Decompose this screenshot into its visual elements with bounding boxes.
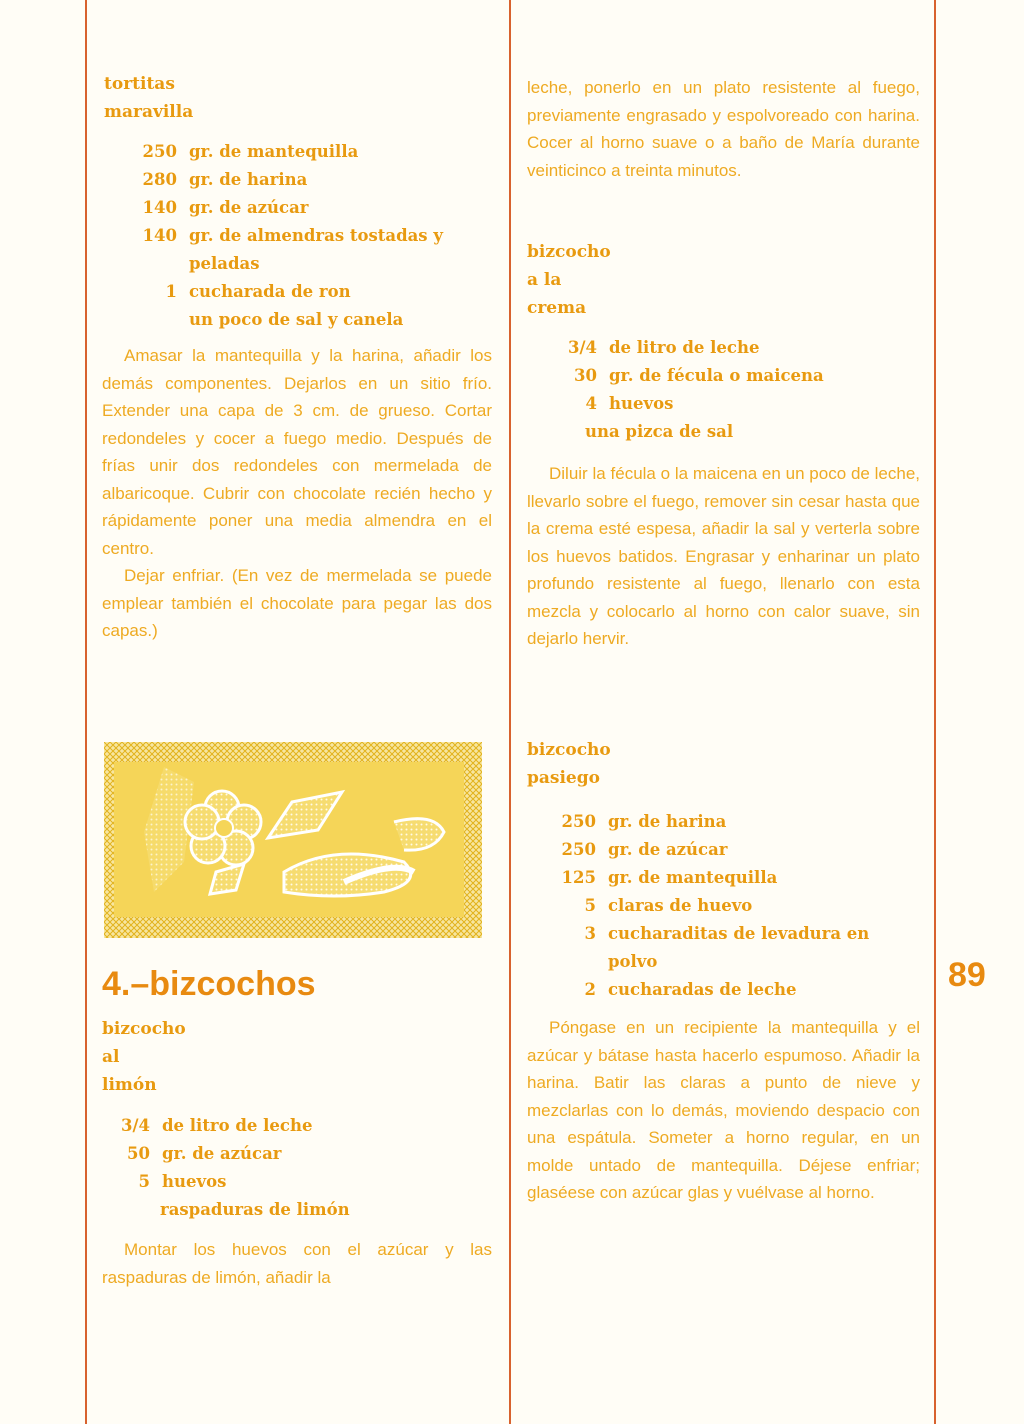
- ingredient-item: una pizca de sal: [585, 422, 734, 441]
- ingredients-tortitas: [135, 138, 495, 334]
- page-number: 89: [948, 956, 986, 994]
- left-rule: [85, 0, 87, 1424]
- instructions-limon-continued: [527, 74, 920, 184]
- ingredients-crema: [545, 334, 920, 446]
- paragraph: Póngase en un recipiente la mantequilla y el azúcar y bátase hasta hacerlo espumoso. Añadir la harina. Batir las claras a punto de nieve y mezclarlas con lo demás, moviendo despacio con una espátula. Someter a horno regular, en un molde untado de mantequilla. Déjese enfriar; glaséese con azúcar glas y vuélvase al horno.: [527, 1018, 920, 1202]
- paragraph: Dejar enfriar. (En vez de mermelada se puede emplear también el chocolate para pegar las dos capas.): [102, 566, 492, 640]
- ingredient-item: 2 cucharadas de leche: [584, 980, 797, 999]
- ingredients-pasiego: [550, 808, 920, 1004]
- ingredient-item: 3/4 de litro de leche: [568, 338, 760, 357]
- instructions-tortitas: [102, 342, 492, 645]
- ingredient-item: 5 huevos: [138, 1172, 227, 1191]
- paragraph: leche, ponerlo en un plato resistente al fuego, previamente engrasado y espolvoreado con harina. Cocer al horno suave o a baño de María durante veinticinco a treinta minutos.: [527, 78, 920, 180]
- right-rule: [934, 0, 936, 1424]
- instructions-crema: [527, 460, 920, 653]
- recipe-title-crema: bizcocho a la crema: [527, 242, 611, 318]
- ingredient-item: 3 cucharaditas de levadura en polvo: [584, 924, 870, 971]
- cookie-illustration: [104, 742, 482, 938]
- ingredient-item: 4 huevos: [585, 394, 674, 413]
- ingredient-item: 250 gr. de harina: [561, 812, 727, 831]
- ingredient-item: un poco de sal y canela: [189, 310, 404, 329]
- ingredient-item: 280 gr. de harina: [142, 170, 308, 189]
- ingredient-item: 140 gr. de azúcar: [142, 198, 309, 217]
- ingredient-item: 5 claras de huevo: [584, 896, 753, 915]
- ingredient-item: 1 cucharada de ron: [165, 282, 351, 301]
- ingredient-item: 50 gr. de azúcar: [127, 1144, 282, 1163]
- ingredient-item: 140 gr. de almendras tostadas y peladas: [142, 226, 443, 273]
- center-rule: [509, 0, 511, 1424]
- recipe-title-tortitas: tortitas maravilla: [104, 74, 194, 122]
- ingredient-item: 250 gr. de azúcar: [561, 840, 728, 859]
- ingredients-limon: [120, 1112, 490, 1224]
- ingredient-item: 125 gr. de mantequilla: [561, 868, 778, 887]
- section-title: 4.–bizcochos: [102, 965, 316, 1003]
- instructions-limon: [102, 1236, 492, 1291]
- recipe-title-limon: bizcocho al limón: [102, 1019, 186, 1095]
- paragraph: Montar los huevos con el azúcar y las raspaduras de limón, añadir la: [102, 1240, 492, 1287]
- ingredient-item: raspaduras de limón: [160, 1200, 350, 1219]
- paragraph: Amasar la mantequilla y la harina, añadir los demás componentes. Dejarlos en un sitio frío. Extender una capa de 3 cm. de grueso. Cortar redondeles y cocer a fuego medio. Después de frías unir dos redondeles con mermelada de albaricoque. Cubrir con chocolate recién hecho y rápidamente poner una media almendra en el centro.: [102, 346, 492, 558]
- instructions-pasiego: [527, 1014, 920, 1207]
- recipe-title-pasiego: bizcocho pasiego: [527, 740, 611, 788]
- ingredient-item: 30 gr. de fécula o maicena: [574, 366, 824, 385]
- paragraph: Diluir la fécula o la maicena en un poco de leche, llevarlo sobre el fuego, remover sin cesar hasta que la crema esté espesa, añadir la sal y verterla sobre los huevos batidos. Engrasar y enharinar un plato profundo resistente al fuego, llenarlo con esta mezcla y colocarlo al horno con calor suave, sin dejarlo hervir.: [527, 464, 920, 648]
- ingredient-item: 250 gr. de mantequilla: [142, 142, 359, 161]
- ingredient-item: 3/4 de litro de leche: [121, 1116, 313, 1135]
